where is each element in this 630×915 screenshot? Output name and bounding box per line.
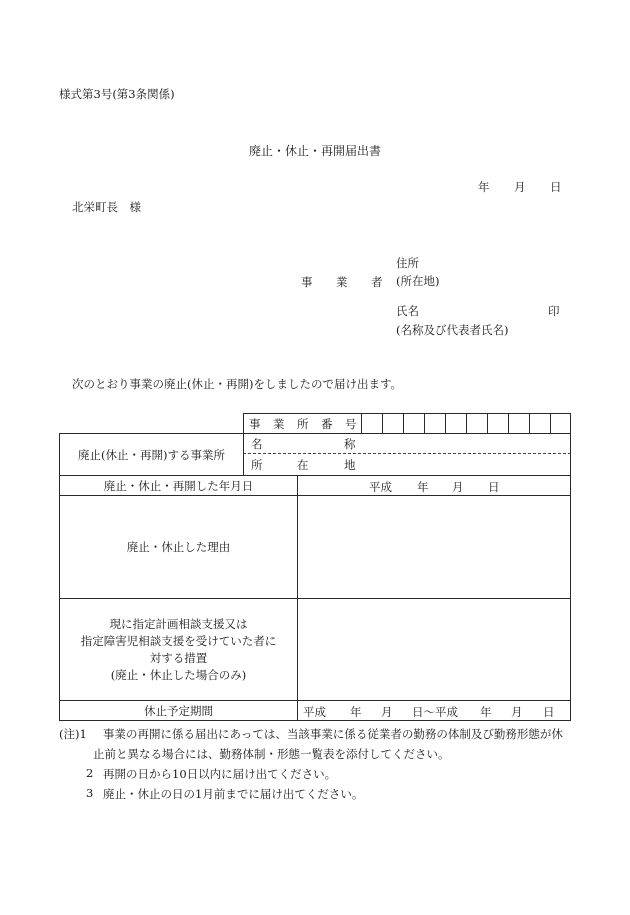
- name-label: 氏名: [396, 304, 419, 318]
- notes-prefix: (注)1: [59, 727, 87, 741]
- office-number-label-char: 番: [321, 417, 333, 431]
- period-start-era: 平成: [303, 705, 326, 719]
- date-year-label: 年: [478, 180, 490, 194]
- period-start-month: 月: [381, 705, 393, 719]
- date-row-year: 年: [417, 480, 429, 494]
- office-location-label-char: 所: [251, 458, 263, 472]
- office-number-label-char: 号: [345, 417, 357, 431]
- reason-label: 廃止・休止した理由: [126, 540, 231, 554]
- measures-line: (廃止・休止した場合のみ): [110, 667, 247, 682]
- operator-label-char: 事: [301, 275, 313, 289]
- office-number-label-char: 業: [273, 417, 285, 431]
- date-row-era: 平成: [369, 480, 392, 494]
- digit-box-rule: [550, 413, 551, 434]
- measures-line: 現に指定計画相談支援又は: [109, 616, 248, 631]
- note-2: 再開の日から10日以内に届け出てください。: [103, 767, 337, 781]
- digit-box-rule: [361, 413, 362, 434]
- office-name-label-char: 称: [344, 437, 356, 451]
- period-end-year: 年: [480, 705, 492, 719]
- table-rule: [297, 475, 298, 721]
- period-end-day: 日: [543, 705, 555, 719]
- note-3-number: 3: [86, 786, 94, 800]
- form-number: 様式第3号(第3条関係): [59, 87, 175, 101]
- measures-line: 対する措置: [149, 650, 208, 665]
- table-rule: [243, 413, 244, 476]
- office-number-label-char: 所: [297, 417, 309, 431]
- digit-box-rule: [445, 413, 446, 434]
- note-3: 廃止・休止の日の1月前までに届け出てください。: [103, 787, 364, 801]
- address-sublabel: (所在地): [396, 274, 440, 288]
- seal-mark: 印: [548, 304, 560, 318]
- name-sublabel: (名称及び代表者氏名): [396, 323, 509, 337]
- period-start-year: 年: [350, 705, 362, 719]
- measures-line: 指定障害児相談支援を受けていた者に: [80, 633, 277, 648]
- form-table: [59, 413, 571, 721]
- note-2-number: 2: [86, 766, 94, 780]
- digit-box-rule: [529, 413, 530, 434]
- measures-label: [60, 599, 297, 700]
- table-rule: [570, 413, 571, 721]
- date-day-label: 日: [550, 180, 562, 194]
- digit-box-rule: [466, 413, 467, 434]
- date-row-month: 月: [452, 480, 464, 494]
- digit-box-rule: [424, 413, 425, 434]
- date-row-label: 廃止・休止・再開した年月日: [103, 478, 254, 493]
- operator-label-char: 業: [336, 275, 348, 289]
- digit-box-rule: [508, 413, 509, 434]
- date-month-label: 月: [514, 180, 526, 194]
- date-row-day: 日: [488, 480, 500, 494]
- note-1-line-1: 事業の再開に係る届出にあっては、当該事業に係る従業者の勤務の体制及び勤務形態が休: [103, 727, 563, 741]
- digit-box-rule: [382, 413, 383, 434]
- addressee: 北栄町長 様: [72, 200, 141, 214]
- period-end-month: 月: [511, 705, 523, 719]
- period-start-day-end-era: 日〜平成: [412, 705, 458, 719]
- operator-label-char: 者: [371, 275, 383, 289]
- digit-box-rule: [487, 413, 488, 434]
- office-number-label-char: 事: [249, 417, 261, 431]
- intro-text: 次のとおり事業の廃止(休止・再開)をしましたので届け出ます。: [72, 377, 403, 391]
- period-label: 休止予定期間: [144, 703, 213, 718]
- office-name-label-char: 名: [251, 437, 263, 451]
- table-dashed-rule: [243, 453, 571, 454]
- office-location-label-char: 地: [344, 458, 356, 472]
- office-location-label-char: 在: [297, 458, 309, 472]
- table-rule: [59, 720, 571, 721]
- address-label: 住所: [396, 256, 419, 270]
- table-rule: [243, 413, 571, 414]
- document-title: 廃止・休止・再開届出書: [248, 144, 381, 158]
- note-1-line-2: 止前と異なる場合には、勤務体制・形態一覧表を添付してください。: [93, 747, 450, 761]
- digit-box-rule: [403, 413, 404, 434]
- office-group-label: 廃止(休止・再開)する事業所: [78, 447, 225, 462]
